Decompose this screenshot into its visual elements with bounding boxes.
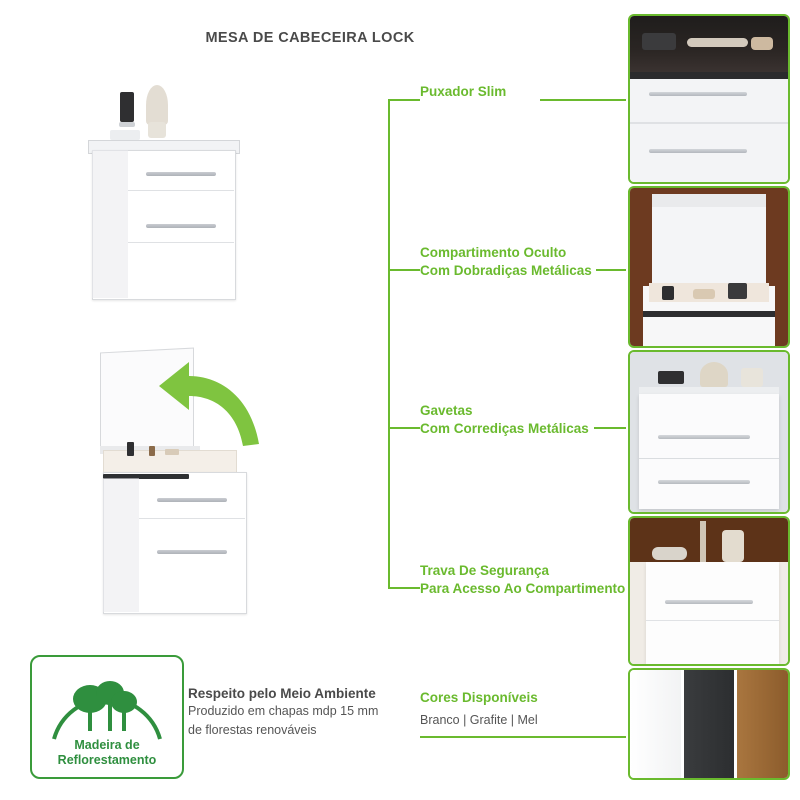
- photo2-item-jewel: [693, 289, 715, 298]
- eco-badge-line2: Reflorestamento: [57, 753, 157, 768]
- callout-cores-line2: Branco | Grafite | Mel: [420, 713, 538, 727]
- photo3-drawer-divider: [639, 458, 778, 459]
- photo2-lid-edge: [652, 194, 766, 207]
- callout-trava: [420, 562, 625, 598]
- swatch-mel: [737, 670, 788, 778]
- callout-trava-line1: Trava De Segurança: [420, 563, 550, 578]
- product-illustration-closed: [88, 130, 258, 295]
- leader-compartimento-right: [596, 269, 626, 271]
- drawer-divider-1: [128, 190, 234, 191]
- photo1-handle-2: [649, 149, 747, 153]
- photo3-handle-1: [658, 435, 750, 439]
- photo2-item-phone: [662, 286, 675, 300]
- leader-cores: [420, 736, 626, 738]
- photo3-item-dark: [658, 371, 683, 384]
- callout-gavetas: [420, 402, 589, 438]
- photo1-cabinet-front: [630, 72, 788, 182]
- eco-badge: [30, 655, 184, 779]
- drawer-handle-2: [146, 224, 216, 228]
- photo-gavetas: [628, 350, 790, 514]
- callout-compartimento-line1: Compartimento Oculto: [420, 245, 567, 260]
- decor-vase: [148, 122, 166, 138]
- photo1-item-beads: [687, 38, 748, 47]
- open-direction-arrow-icon: [155, 358, 265, 453]
- decor-phone-stand: [119, 122, 135, 127]
- drawer-divider-2: [128, 242, 234, 243]
- leader-gavetas-left: [388, 427, 420, 429]
- photo4-item-glasses: [652, 547, 687, 560]
- photo1-item-tray: [751, 37, 773, 50]
- eco-title: Respeito pelo Meio Ambiente: [188, 686, 376, 701]
- photo1-handle-1: [649, 92, 747, 96]
- photo4-handle-1: [665, 600, 753, 604]
- leader-compartimento-left: [388, 269, 420, 271]
- decor-pampas: [146, 85, 168, 125]
- leader-puxador-right: [540, 99, 626, 101]
- photo4-drawer-divider: [646, 620, 779, 621]
- photo2-open-lid: [652, 194, 766, 286]
- callout-cores-line1: Cores Disponíveis: [420, 690, 538, 705]
- eco-badge-text: [32, 738, 182, 769]
- product-illustration-open: [95, 350, 270, 615]
- decor-tray: [110, 130, 140, 140]
- callout-compartimento: [420, 244, 592, 280]
- photo3-handle-2: [658, 480, 750, 484]
- leader-trava-left: [388, 587, 420, 589]
- photo4-item-vase: [722, 530, 744, 562]
- callout-gavetas-line1: Gavetas: [420, 403, 473, 418]
- swatch-branco: [630, 670, 681, 778]
- photo4-item-lamp: [700, 521, 706, 562]
- photo3-item-pampas: [700, 362, 728, 388]
- photo2-slim-handle: [643, 311, 776, 317]
- tree-icon: [46, 669, 168, 745]
- photo-puxador-slim: [628, 14, 790, 184]
- tray-item-1: [127, 442, 134, 456]
- callout-puxador: [420, 83, 506, 101]
- eco-sub-line1: Produzido em chapas mdp 15 mm: [188, 704, 379, 718]
- page-title: MESA DE CABECEIRA LOCK: [205, 30, 415, 46]
- photo3-cabinet: [639, 394, 778, 509]
- drawer-divider-3: [139, 518, 245, 519]
- drawer-handle-1: [146, 172, 216, 176]
- callout-compartimento-line2: Com Dobradiças Metálicas: [420, 263, 592, 279]
- leader-spine: [388, 99, 390, 587]
- cabinet-side-shadow: [92, 150, 128, 298]
- photo-cores-disponiveis: [628, 668, 790, 780]
- swatch-grafite: [684, 670, 735, 778]
- photo1-accessories: [639, 26, 778, 63]
- callout-gavetas-line2: Com Corrediças Metálicas: [420, 421, 589, 437]
- leader-gavetas-right: [594, 427, 626, 429]
- drawer-handle-3: [157, 498, 227, 502]
- decor-phone: [120, 92, 134, 122]
- photo4-cabinet: [646, 562, 779, 664]
- photo3-item-vase: [741, 368, 763, 387]
- callout-trava-line2: Para Acesso Ao Compartimento: [420, 581, 626, 597]
- cabinet-side-shadow-2: [103, 478, 139, 612]
- callout-puxador-line1: Puxador Slim: [420, 84, 507, 99]
- leader-puxador-left: [388, 99, 420, 101]
- photo1-item-box: [642, 33, 675, 50]
- eco-description: [188, 686, 418, 739]
- drawer-handle-4: [157, 550, 227, 554]
- photo1-slim-handle: [630, 72, 788, 79]
- photo1-drawer-gap: [630, 122, 788, 124]
- eco-sub-line2: de florestas renováveis: [188, 722, 317, 737]
- photo-compartimento-oculto: [628, 186, 790, 348]
- photo2-item-watch: [728, 283, 747, 299]
- eco-badge-line1: Madeira de: [74, 737, 140, 752]
- photo-trava-seguranca: [628, 516, 790, 666]
